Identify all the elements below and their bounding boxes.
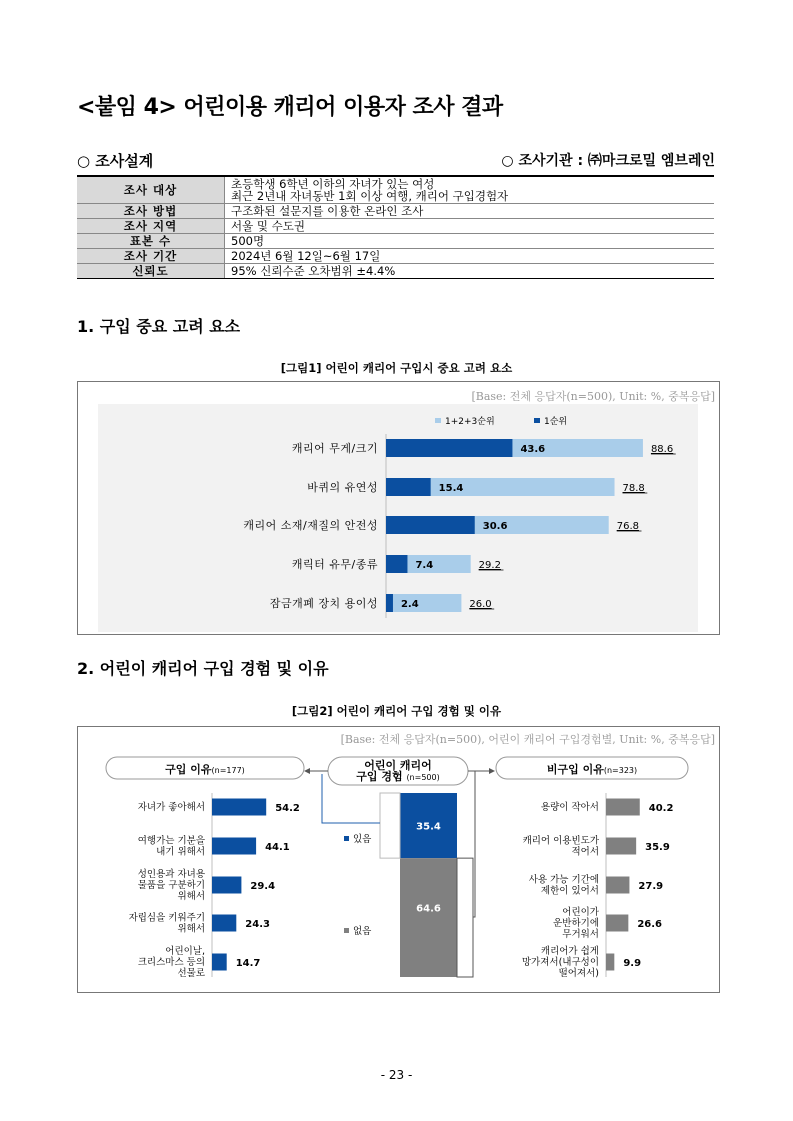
row-key: 조사 방법	[77, 204, 225, 219]
table-row	[77, 204, 714, 219]
page-number: - 23 -	[380, 1068, 413, 1082]
left-data-label: 44.1	[265, 842, 290, 853]
left-category-label: 크리스마스 등의	[137, 957, 205, 968]
row-value-line: 초등학생 6학년 이하의 자녀가 있는 여성	[231, 177, 435, 191]
figure-2-title: [그림2] 어린이 캐리어 구입 경험 및 이유	[291, 704, 502, 718]
bar-first	[386, 594, 393, 612]
left-category-label: 어린이날,	[165, 946, 205, 957]
section-1-heading: 1. 구입 중요 고려 요소	[77, 317, 241, 336]
left-category-label: 위해서	[177, 923, 205, 935]
row-value-line: 최근 2년내 자녀동반 1회 이상 여행, 캐리어 구입경험자	[231, 189, 509, 203]
legend-label: 1순위	[544, 417, 568, 427]
right-bar	[606, 877, 629, 894]
center-header-label-2: 구입 경험 (n=500)	[356, 770, 440, 783]
row-value: 구조화된 설문지를 이용한 온라인 조사	[225, 204, 715, 219]
left-bar	[212, 954, 227, 971]
row-value: 서울 및 수도권	[225, 219, 715, 234]
right-category-label: 떨어져서)	[558, 968, 599, 979]
right-data-label: 40.2	[648, 803, 674, 814]
figure-2-frame	[77, 726, 720, 993]
left-category-label: 자녀가 좋아해서	[137, 802, 205, 813]
bar-first	[386, 439, 512, 457]
right-category-label: 어린이가	[562, 907, 599, 918]
figure-2-base: [Base: 전체 응답자(n=500), 어린이 캐리어 구입경험별, Unit: %, 중복응답]	[340, 733, 715, 746]
bar-first	[386, 516, 475, 534]
left-category-label: 자립심을 키워주기	[128, 912, 205, 924]
bar-total	[386, 594, 461, 612]
legend-swatch	[435, 418, 441, 423]
right-bar	[606, 838, 636, 855]
survey-design-heading: ○ 조사설계	[77, 152, 154, 170]
right-bar	[606, 915, 628, 932]
right-bar	[606, 954, 614, 971]
right-category-label: 캐리어 이용빈도가	[522, 835, 599, 847]
row-key: 표본 수	[77, 234, 225, 249]
bar-first	[386, 555, 407, 573]
left-bar	[212, 915, 236, 932]
page-title: <붙임 4> 어린이용 캐리어 이용자 조사 결과	[77, 95, 503, 120]
table-row	[77, 234, 714, 249]
data-label-total: 29.2	[478, 560, 501, 571]
row-value: 95% 신뢰수준 오차범위 ±4.4%	[225, 264, 715, 279]
right-data-label: 9.9	[623, 958, 642, 969]
arrow-head	[304, 768, 310, 774]
right-category-label: 적어서	[571, 846, 599, 858]
legend-swatch	[534, 418, 540, 423]
left-category-label: 위해서	[177, 891, 205, 902]
row-key: 조사 기간	[77, 249, 225, 264]
legend-swatch-yes	[344, 836, 349, 841]
left-data-label: 24.3	[245, 919, 270, 930]
figure-1-base: [Base: 전체 응답자(n=500), Unit: %, 중복응답]	[471, 390, 715, 403]
left-data-label: 29.4	[250, 881, 276, 892]
right-bar	[606, 799, 640, 816]
left-category-label: 물품을 구분하기	[137, 880, 205, 891]
center-label-yes: 35.4	[416, 821, 441, 833]
data-label-first: 2.4	[400, 599, 419, 610]
right-data-label: 27.9	[638, 881, 664, 892]
left-data-label: 14.7	[235, 958, 261, 969]
left-bar	[212, 838, 256, 855]
center-bar-frame	[457, 858, 473, 977]
data-label-first: 30.6	[482, 521, 508, 532]
right-category-label: 제한이 있어서	[540, 885, 599, 897]
figure-1-chart	[78, 382, 719, 634]
data-label-first: 15.4	[438, 483, 464, 494]
legend-label-no: 없음	[353, 926, 372, 937]
right-category-label: 운반하기에	[553, 918, 599, 929]
category-label: 잠금개폐 장치 용이성	[269, 597, 378, 610]
left-header-label: 구입 이유(n=177)	[165, 763, 245, 776]
legend-label-yes: 있음	[353, 834, 372, 845]
center-header-label-1: 어린이 캐리어	[364, 759, 432, 772]
figure-1-frame	[77, 381, 720, 635]
right-data-label: 35.9	[645, 842, 670, 853]
row-value: 500명	[225, 234, 715, 249]
row-value: 2024년 6월 12일~6월 17일	[225, 249, 715, 264]
category-label: 캐릭터 유무/종류	[291, 558, 378, 571]
row-key: 조사 지역	[77, 219, 225, 234]
left-bar	[212, 877, 241, 894]
row-value	[225, 176, 715, 204]
table-row	[77, 176, 714, 204]
table-row	[77, 249, 714, 264]
center-label-no: 64.6	[416, 903, 441, 915]
left-bar	[212, 799, 266, 816]
arrow-head	[489, 768, 495, 774]
left-category-label: 선물로	[177, 968, 205, 979]
row-key: 신뢰도	[77, 264, 225, 279]
legend-swatch-no	[344, 928, 349, 933]
right-header-label: 비구입 이유(n=323)	[546, 763, 638, 776]
data-label-first: 7.4	[415, 560, 434, 571]
left-category-label: 여행가는 기분을	[137, 835, 205, 847]
left-category-label: 내기 위해서	[156, 846, 205, 858]
section-2-heading: 2. 어린이 캐리어 구입 경험 및 이유	[77, 659, 329, 678]
figure-2-chart	[78, 727, 719, 992]
category-label: 바퀴의 유연성	[307, 481, 378, 494]
right-category-label: 망가져서(내구성이	[521, 957, 599, 968]
right-data-label: 26.6	[637, 919, 663, 930]
bar-first	[386, 478, 431, 496]
data-label-total: 26.0	[469, 599, 492, 610]
survey-agency: ○ 조사기관 : ㈜마크로밀 엠브레인	[501, 153, 715, 169]
category-label: 캐리어 무게/크기	[291, 442, 378, 455]
data-label-first: 43.6	[520, 444, 546, 455]
data-label-total: 88.6	[650, 444, 674, 455]
figure-1-title: [그림1] 어린이 캐리어 구입시 중요 고려 요소	[280, 361, 513, 375]
right-category-label: 용량이 작아서	[540, 802, 599, 813]
center-bar-frame	[380, 793, 400, 858]
center-bar-no	[400, 858, 457, 977]
right-category-label: 무거워서	[562, 929, 599, 940]
data-label-total: 76.8	[616, 521, 639, 532]
table-row	[77, 264, 714, 279]
survey-design-table	[77, 175, 714, 279]
legend-label: 1+2+3순위	[445, 417, 495, 427]
row-key: 조사 대상	[77, 176, 225, 204]
left-data-label: 54.2	[275, 803, 300, 814]
data-label-total: 78.8	[622, 483, 645, 494]
right-category-label: 사용 가능 기간에	[528, 874, 599, 886]
right-category-label: 캐리어가 쉽게	[540, 946, 599, 957]
table-row	[77, 219, 714, 234]
category-label: 캐리어 소재/재질의 안전성	[243, 519, 378, 532]
left-category-label: 성인용과 자녀용	[137, 869, 205, 880]
